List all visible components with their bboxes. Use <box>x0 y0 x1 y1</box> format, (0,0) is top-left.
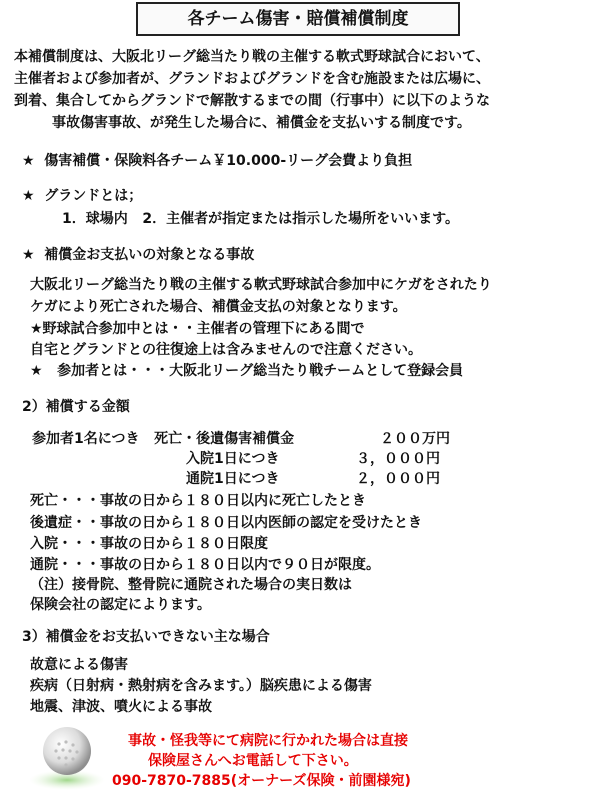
exclusion-line: 疾病（日射病・熱射病を含みます。）脳疾患による傷害 <box>30 678 372 694</box>
exclusion-line: 地震、津波、噴火による事故 <box>30 699 212 715</box>
ground-items: 1．球場内 2．主催者が指定または指示した場所をいいます。 <box>62 211 459 227</box>
target-heading: ★ 補償金お支払いの対象となる事故 <box>22 247 255 263</box>
intro-line: 事故傷害事故、が発生した場合に、補償金を支払いする制度です。 <box>52 115 471 131</box>
amount-note: 通院・・・事故の日から１８０日以内で９０日が限度。 <box>30 557 380 573</box>
intro-line: 本補償制度は、大阪北リーグ総当たり戦の主催する軟式野球試合において、 <box>14 49 490 65</box>
intro-line: 主催者および参加者が、グランドおよびグランドを含む施設または広場に、 <box>14 71 490 87</box>
amount-note: （注）接骨院、整骨院に通院された場合の実日数は <box>30 577 352 593</box>
contact-line: 保険屋さんへお電話して下さい。 <box>148 753 358 769</box>
amount-row-label: 通院1日につき <box>186 471 280 487</box>
amount-note: 保険会社の認定によります。 <box>30 597 211 613</box>
amount-row-value: ３，０００円 <box>356 451 440 467</box>
target-line: 自宅とグランドとの往復途上は含みませんので注意ください。 <box>30 342 422 358</box>
intro-line: 到着、集合してからグランドで解散するまでの間（行事中）に以下のような <box>14 93 490 109</box>
amount-row-value: ２００万円 <box>380 431 450 447</box>
amount-note: 入院・・・事故の日から１８０日限度 <box>30 536 268 552</box>
amount-row-label: 入院1日につき <box>186 451 280 467</box>
amount-note: 死亡・・・事故の日から１８０日以内に死亡したとき <box>30 493 366 509</box>
contact-line: 事故・怪我等にて病院に行かれた場合は直接 <box>128 733 408 749</box>
target-line: ★ 参加者とは・・・大阪北リーグ総当たり戦チームとして登録会員 <box>30 363 464 379</box>
amount-row-label: 参加者1名につき 死亡・後遺傷害補償金 <box>32 431 295 447</box>
ground-heading: ★ グランドとは； <box>22 188 143 204</box>
golf-ball-icon <box>28 720 106 792</box>
amount-heading: 2）補償する金額 <box>22 399 130 415</box>
fee-line: ★ 傷害補償・保険料各チーム￥10.000-リーグ会費より負担 <box>22 153 413 169</box>
target-line: ケガにより死亡された場合、補償金支払の対象となります。 <box>30 299 407 315</box>
target-line: ★野球試合参加中とは・・主催者の管理下にある間で <box>30 321 365 337</box>
contact-phone: 090-7870-7885(オーナーズ保険・前園様宛) <box>112 773 411 789</box>
amount-row-value: ２，０００円 <box>356 471 440 487</box>
amount-note: 後遺症・・事故の日から１８０日以内医師の認定を受けたとき <box>30 515 422 531</box>
page-title: 各チーム傷害・賠償補償制度 <box>136 2 460 36</box>
exclusions-heading: 3）補償金をお支払いできない主な場合 <box>22 629 270 645</box>
exclusion-line: 故意による傷害 <box>30 657 128 673</box>
target-line: 大阪北リーグ総当たり戦の主催する軟式野球試合参加中にケガをされたり <box>30 277 492 293</box>
